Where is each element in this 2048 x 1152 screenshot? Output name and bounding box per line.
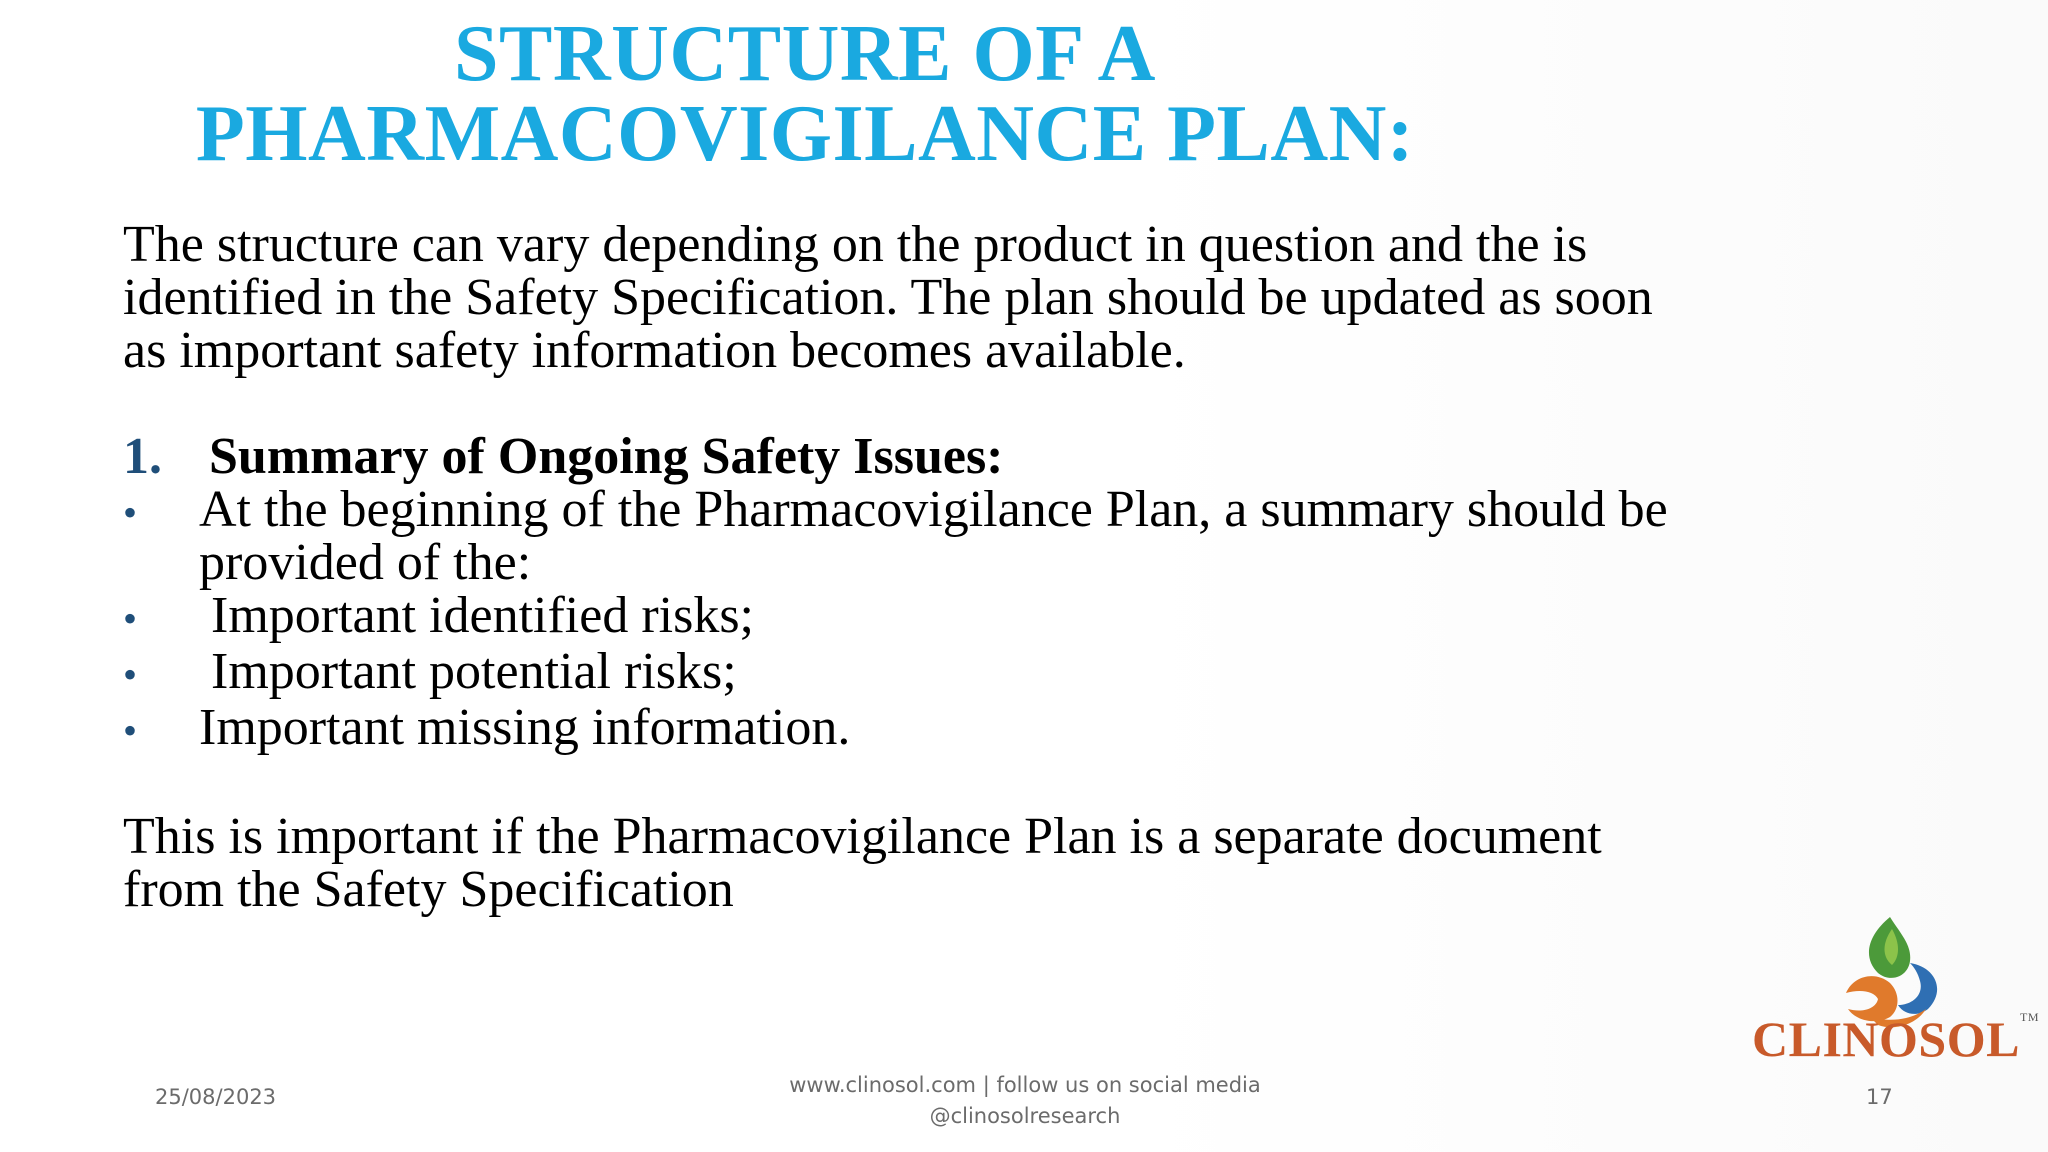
logo-text-part2: SOL — [1918, 1011, 2020, 1067]
section-heading — [123, 430, 1823, 483]
logo-trademark: TM — [2019, 1010, 2039, 1024]
logo-text-part1: CLINO — [1752, 1011, 1919, 1067]
footer-page-number: 17 — [1866, 1085, 1893, 1109]
bullet-item — [123, 701, 1823, 757]
bullet-text-line-2: provided of the: — [199, 534, 532, 591]
bullet-text: Important missing information. — [199, 699, 851, 756]
title-line-1: STRUCTURE OF A — [454, 10, 1156, 98]
bullet-item — [123, 483, 1823, 589]
bullet-symbol: • — [123, 490, 138, 535]
bullet-symbol: • — [123, 596, 138, 641]
footer-date: 25/08/2023 — [155, 1085, 277, 1109]
footer-center — [720, 1070, 1330, 1132]
bullet-text: Important identified risks; — [211, 587, 755, 644]
bullet-text: Important potential risks; — [211, 643, 737, 700]
bullet-text-line-1: At the beginning of the Pharmacovigilance Plan, a summary should be — [199, 481, 1668, 538]
section-heading-text: Summary of Ongoing Safety Issues: — [209, 428, 1004, 485]
closing-line-2: from the Safety Specification — [123, 861, 734, 918]
bullet-symbol: • — [123, 708, 138, 753]
footer-handle: @clinosolresearch — [929, 1104, 1121, 1128]
bullet-symbol: • — [123, 652, 138, 697]
intro-line-1: The structure can vary depending on the product in question and the is — [123, 216, 1588, 273]
spacer — [123, 377, 1823, 430]
intro-line-3: as important safety information becomes available. — [123, 322, 1186, 379]
title-line-2: PHARMACOVIGILANCE PLAN: — [195, 90, 1415, 178]
section-number: 1. — [123, 428, 162, 485]
clinosol-logo-wordmark — [1752, 1010, 2039, 1068]
bullet-item — [123, 589, 1823, 645]
intro-line-2: identified in the Safety Specification. The plan should be updated as soon — [123, 269, 1653, 326]
intro-paragraph — [123, 218, 1823, 377]
spacer — [123, 757, 1823, 810]
footer-website: www.clinosol.com | follow us on social media — [789, 1073, 1261, 1097]
slide-body — [123, 218, 1823, 916]
bullet-item — [123, 645, 1823, 701]
closing-paragraph — [123, 810, 1823, 916]
bullet-text — [199, 483, 1823, 589]
closing-line-1: This is important if the Pharmacovigilance Plan is a separate document — [123, 808, 1602, 865]
slide-title — [130, 10, 1480, 178]
